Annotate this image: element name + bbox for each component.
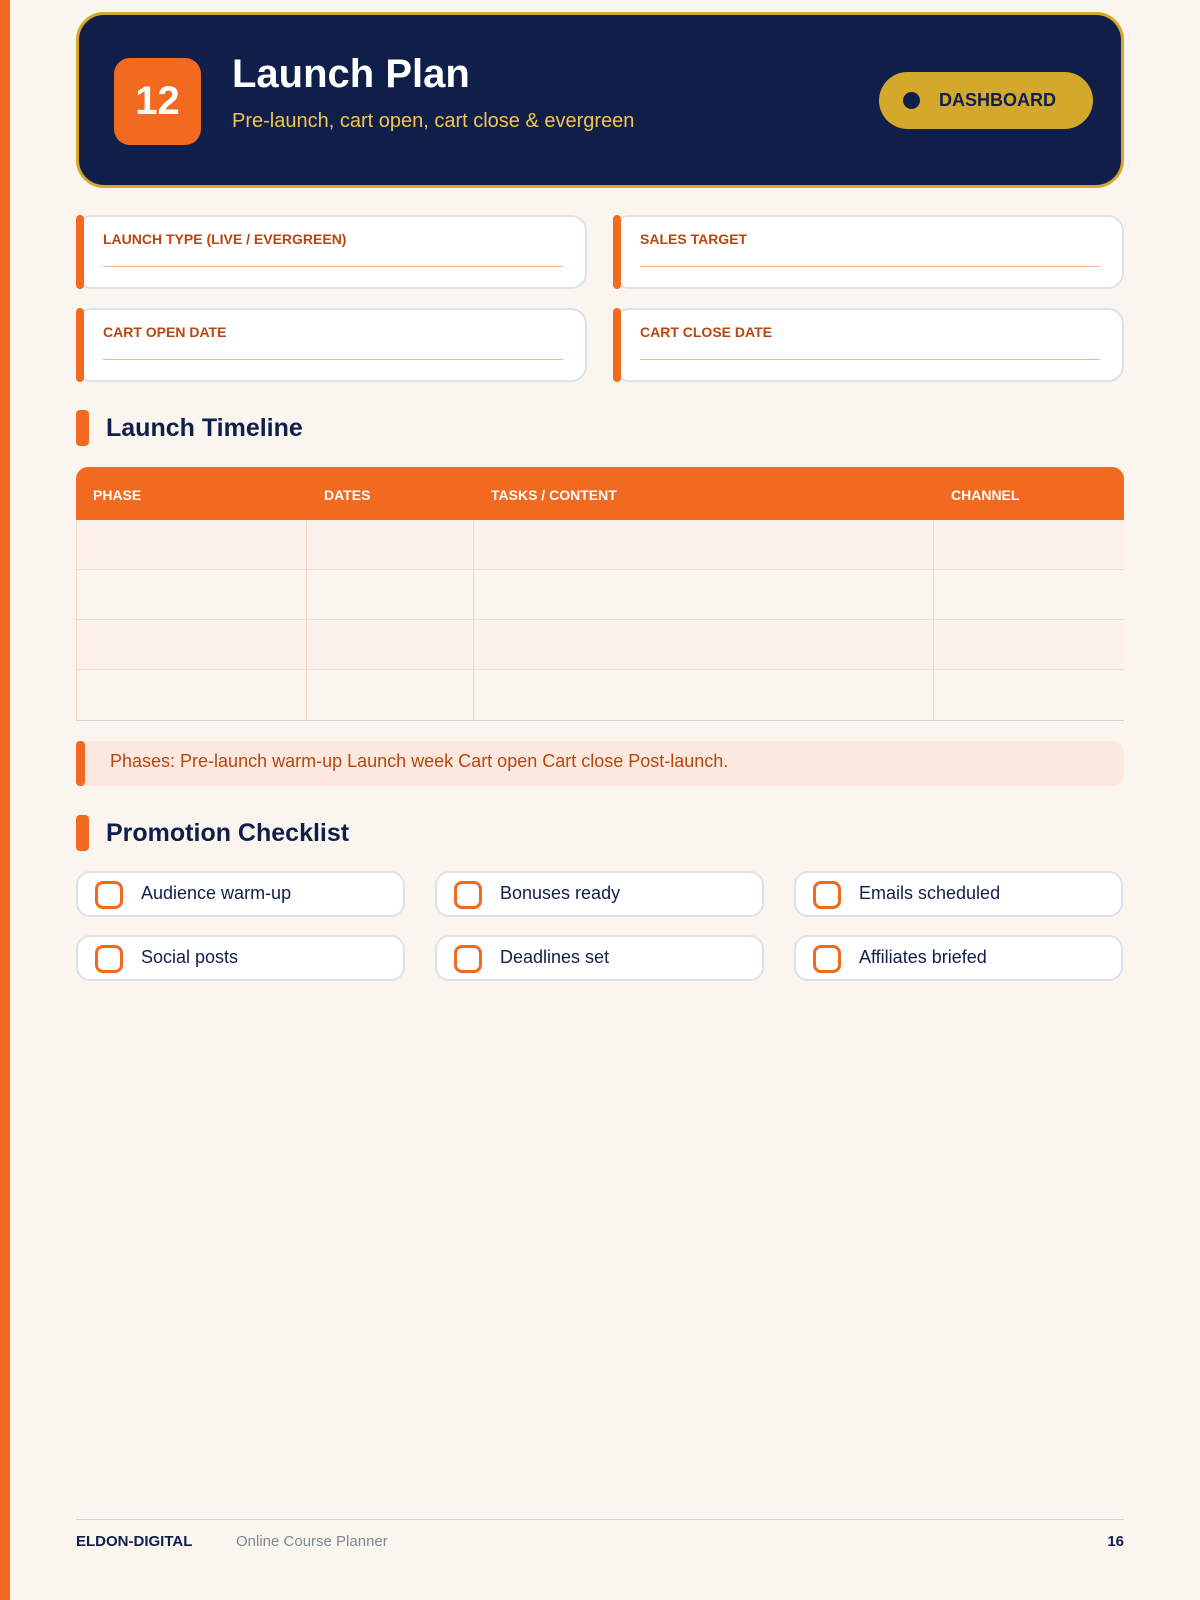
table-cell-tasks[interactable] [474, 620, 934, 670]
table-cell-channel[interactable] [934, 670, 1125, 720]
column-header-tasks: TASKS / CONTENT [491, 487, 617, 503]
field-label: CART CLOSE DATE [640, 324, 772, 340]
field-underline [640, 266, 1100, 267]
field-underline [640, 359, 1100, 360]
table-cell-dates[interactable] [307, 520, 474, 570]
checklist-item-label: Bonuses ready [500, 883, 621, 903]
launch-type-field[interactable] [76, 215, 587, 289]
table-cell-channel[interactable] [934, 570, 1125, 620]
field-accent [76, 308, 84, 382]
page [76, 12, 1124, 967]
table-cell-phase[interactable] [77, 570, 307, 620]
field-label: CART OPEN DATE [103, 324, 227, 340]
field-underline [103, 359, 563, 360]
checklist-item-label: Social posts [141, 947, 239, 967]
section-number-badge: 12 [114, 58, 201, 145]
checklist-item-label: Affiliates briefed [859, 947, 987, 967]
page-number: 16 [1107, 1533, 1124, 1550]
cart-close-date-field[interactable] [613, 308, 1124, 382]
phases-note-text: Phases: Pre-launch warm-up Launch week Cart open Cart close Post-launch. [110, 751, 729, 771]
table-cell-phase[interactable] [77, 670, 307, 720]
section-title: Launch Timeline [106, 414, 303, 442]
footer-brand: ELDON-DIGITAL [76, 1533, 193, 1550]
table-cell-dates[interactable] [307, 620, 474, 670]
checkbox[interactable] [813, 881, 841, 909]
table-body [76, 520, 1124, 721]
checklist-item-label: Deadlines set [500, 947, 610, 967]
dashboard-button-label: DASHBOARD [939, 90, 1056, 110]
field-accent [613, 308, 621, 382]
dashboard-button[interactable] [879, 72, 1093, 129]
checklist-item-social-posts[interactable] [76, 935, 405, 981]
note-accent [76, 741, 85, 786]
table-cell-phase[interactable] [77, 520, 307, 570]
column-header-phase: PHASE [93, 487, 142, 503]
checkbox[interactable] [813, 945, 841, 973]
checklist-item-label: Audience warm-up [141, 883, 292, 903]
checkbox[interactable] [454, 881, 482, 909]
heading-accent [76, 410, 89, 446]
checkbox[interactable] [454, 945, 482, 973]
table-cell-channel[interactable] [934, 620, 1125, 670]
field-accent [613, 215, 621, 289]
field-underline [103, 266, 563, 267]
table-row [77, 670, 1124, 720]
checkbox[interactable] [95, 945, 123, 973]
page-header [76, 12, 1124, 188]
page-title: Launch Plan [232, 52, 470, 96]
checklist-item-bonuses-ready[interactable] [435, 871, 764, 917]
footer-divider [76, 1519, 1124, 1520]
phases-note [76, 741, 1124, 786]
checklist-item-emails-scheduled[interactable] [794, 871, 1123, 917]
table-header [76, 467, 1124, 520]
table-cell-tasks[interactable] [474, 520, 934, 570]
heading-accent [76, 815, 89, 851]
field-label: LAUNCH TYPE (LIVE / EVERGREEN) [103, 231, 347, 247]
column-header-dates: DATES [324, 487, 371, 503]
checklist-item-deadlines-set[interactable] [435, 935, 764, 981]
table-row [77, 520, 1124, 570]
section-title: Promotion Checklist [106, 819, 350, 847]
checklist-item-audience-warm-up[interactable] [76, 871, 405, 917]
dot-icon [903, 92, 920, 109]
cart-open-date-field[interactable] [76, 308, 587, 382]
launch-timeline-table [76, 467, 1124, 721]
table-row [77, 620, 1124, 670]
left-accent-stripe [0, 0, 10, 1600]
field-label: SALES TARGET [640, 231, 748, 247]
footer-document-title: Online Course Planner [236, 1533, 388, 1550]
table-cell-tasks[interactable] [474, 570, 934, 620]
table-cell-tasks[interactable] [474, 670, 934, 720]
column-header-channel: CHANNEL [951, 487, 1020, 503]
table-cell-dates[interactable] [307, 570, 474, 620]
checklist-item-label: Emails scheduled [859, 883, 1001, 903]
table-row [77, 570, 1124, 620]
sales-target-field[interactable] [613, 215, 1124, 289]
table-cell-dates[interactable] [307, 670, 474, 720]
page-subtitle: Pre-launch, cart open, cart close & evergreen [232, 110, 635, 132]
checkbox[interactable] [95, 881, 123, 909]
field-accent [76, 215, 84, 289]
checklist-item-affiliates-briefed[interactable] [794, 935, 1123, 981]
table-cell-phase[interactable] [77, 620, 307, 670]
table-cell-channel[interactable] [934, 520, 1125, 570]
